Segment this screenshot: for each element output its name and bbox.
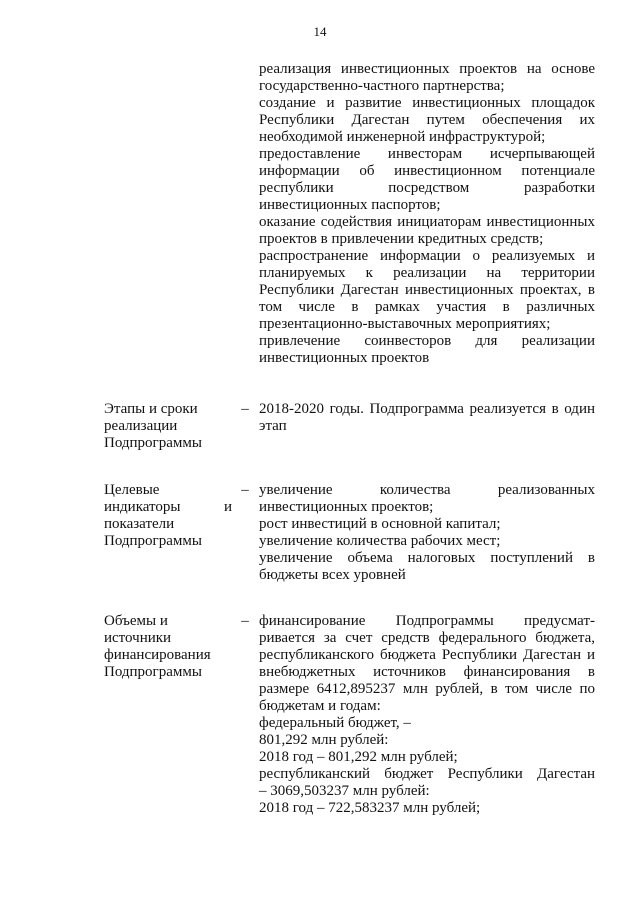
text-line: необходимой инженерной инфраструктурой;: [259, 129, 546, 145]
text-line: инвестиционных проектов;: [259, 499, 434, 515]
text-line: внебюджетных источников финансирования в: [259, 664, 595, 680]
text-line: реализация инвестиционных проектов на основе: [259, 61, 595, 77]
text-line: предоставление инвесторам исчерпывающей: [259, 146, 595, 162]
text-line: 2018-2020 годы. Подпрограмма реализуется в один: [259, 401, 595, 417]
list-item: [259, 732, 595, 749]
text-line: инвестиционных паспортов;: [259, 197, 441, 213]
text-line: федеральный бюджет, –: [259, 715, 411, 731]
targets-label: [104, 482, 232, 550]
text-line: финансирование Подпрограммы предусмат-: [259, 613, 595, 629]
stages-value: [259, 401, 595, 435]
list-item: [259, 516, 595, 533]
text-line: информации об инвестиционном потенциале: [259, 163, 595, 179]
stages-label: [104, 401, 232, 452]
list-item: [259, 248, 595, 333]
tasks-list: [259, 61, 595, 367]
text-line: республиканского бюджета Республики Дагестан и: [259, 647, 595, 663]
label-line: показатели: [104, 516, 175, 532]
label-line: Этапы и сроки: [104, 401, 198, 417]
label-line: Подпрограммы: [104, 435, 202, 451]
targets-list: [259, 482, 595, 584]
list-item: [259, 800, 595, 817]
text-line: республиканский бюджет Республики Дагестан: [259, 766, 595, 782]
list-item: [259, 214, 595, 248]
text-line: привлечение соинвесторов для реализации: [259, 333, 595, 349]
stages-dash: –: [241, 401, 249, 417]
label-line: Подпрограммы: [104, 533, 202, 549]
label-line: реализации: [104, 418, 178, 434]
label-line: источники: [104, 630, 172, 646]
text-line: государственно-частного партнерства;: [259, 78, 505, 94]
label-line: Целевые: [104, 482, 160, 498]
label-line: финансирования: [104, 647, 211, 663]
list-item: [259, 401, 595, 435]
text-line: оказание содействия инициаторам инвестиционных: [259, 214, 595, 230]
text-line: 801,292 млн рублей:: [259, 732, 389, 748]
text-line: 2018 год – 801,292 млн рублей;: [259, 749, 458, 765]
label-line: индикаторы и: [104, 499, 232, 515]
text-line: 2018 год – 722,583237 млн рублей;: [259, 800, 481, 816]
text-line: бюджеты всех уровней: [259, 567, 406, 583]
text-line: бюджетам и годам:: [259, 698, 381, 714]
text-line: распространение информации о реализуемых и: [259, 248, 595, 264]
text-line: том числе в рамках участия в различных: [259, 299, 595, 315]
text-line: увеличение количества рабочих мест;: [259, 533, 501, 549]
list-item: [259, 533, 595, 550]
text-line: Республики Дагестан инвестиционных проектах, в: [259, 282, 595, 298]
list-item: [259, 333, 595, 367]
list-item: [259, 766, 595, 800]
text-line: республики посредством разработки: [259, 180, 595, 196]
targets-dash: –: [241, 482, 249, 498]
list-item: [259, 95, 595, 146]
list-item: [259, 715, 595, 732]
text-line: создание и развитие инвестиционных площадок: [259, 95, 595, 111]
list-item: [259, 61, 595, 95]
text-line: Республики Дагестан путем обеспечения их: [259, 112, 595, 128]
funding-dash: –: [241, 613, 249, 629]
list-item: [259, 550, 595, 584]
text-line: размере 6412,895237 млн рублей, в том числе по: [259, 681, 595, 697]
text-line: проектов в привлечении кредитных средств;: [259, 231, 544, 247]
text-line: увеличение количества реализованных: [259, 482, 595, 498]
list-item: [259, 482, 595, 516]
list-item: [259, 146, 595, 214]
text-line: инвестиционных проектов: [259, 350, 430, 366]
label-line: Подпрограммы: [104, 664, 202, 680]
text-line: рост инвестиций в основной капитал;: [259, 516, 501, 532]
list-item: [259, 613, 595, 715]
text-line: – 3069,503237 млн рублей:: [259, 783, 430, 799]
label-line: Объемы и: [104, 613, 168, 629]
funding-list: [259, 613, 595, 817]
text-line: планируемых к реализации на территории: [259, 265, 595, 281]
text-line: презентационно-выставочных мероприятиях;: [259, 316, 551, 332]
text-line: увеличение объема налоговых поступлений в: [259, 550, 595, 566]
funding-label: [104, 613, 232, 681]
list-item: [259, 749, 595, 766]
text-line: этап: [259, 418, 287, 434]
page-number: 14: [313, 24, 327, 39]
text-line: ривается за счет средств федерального бюджета,: [259, 630, 595, 646]
